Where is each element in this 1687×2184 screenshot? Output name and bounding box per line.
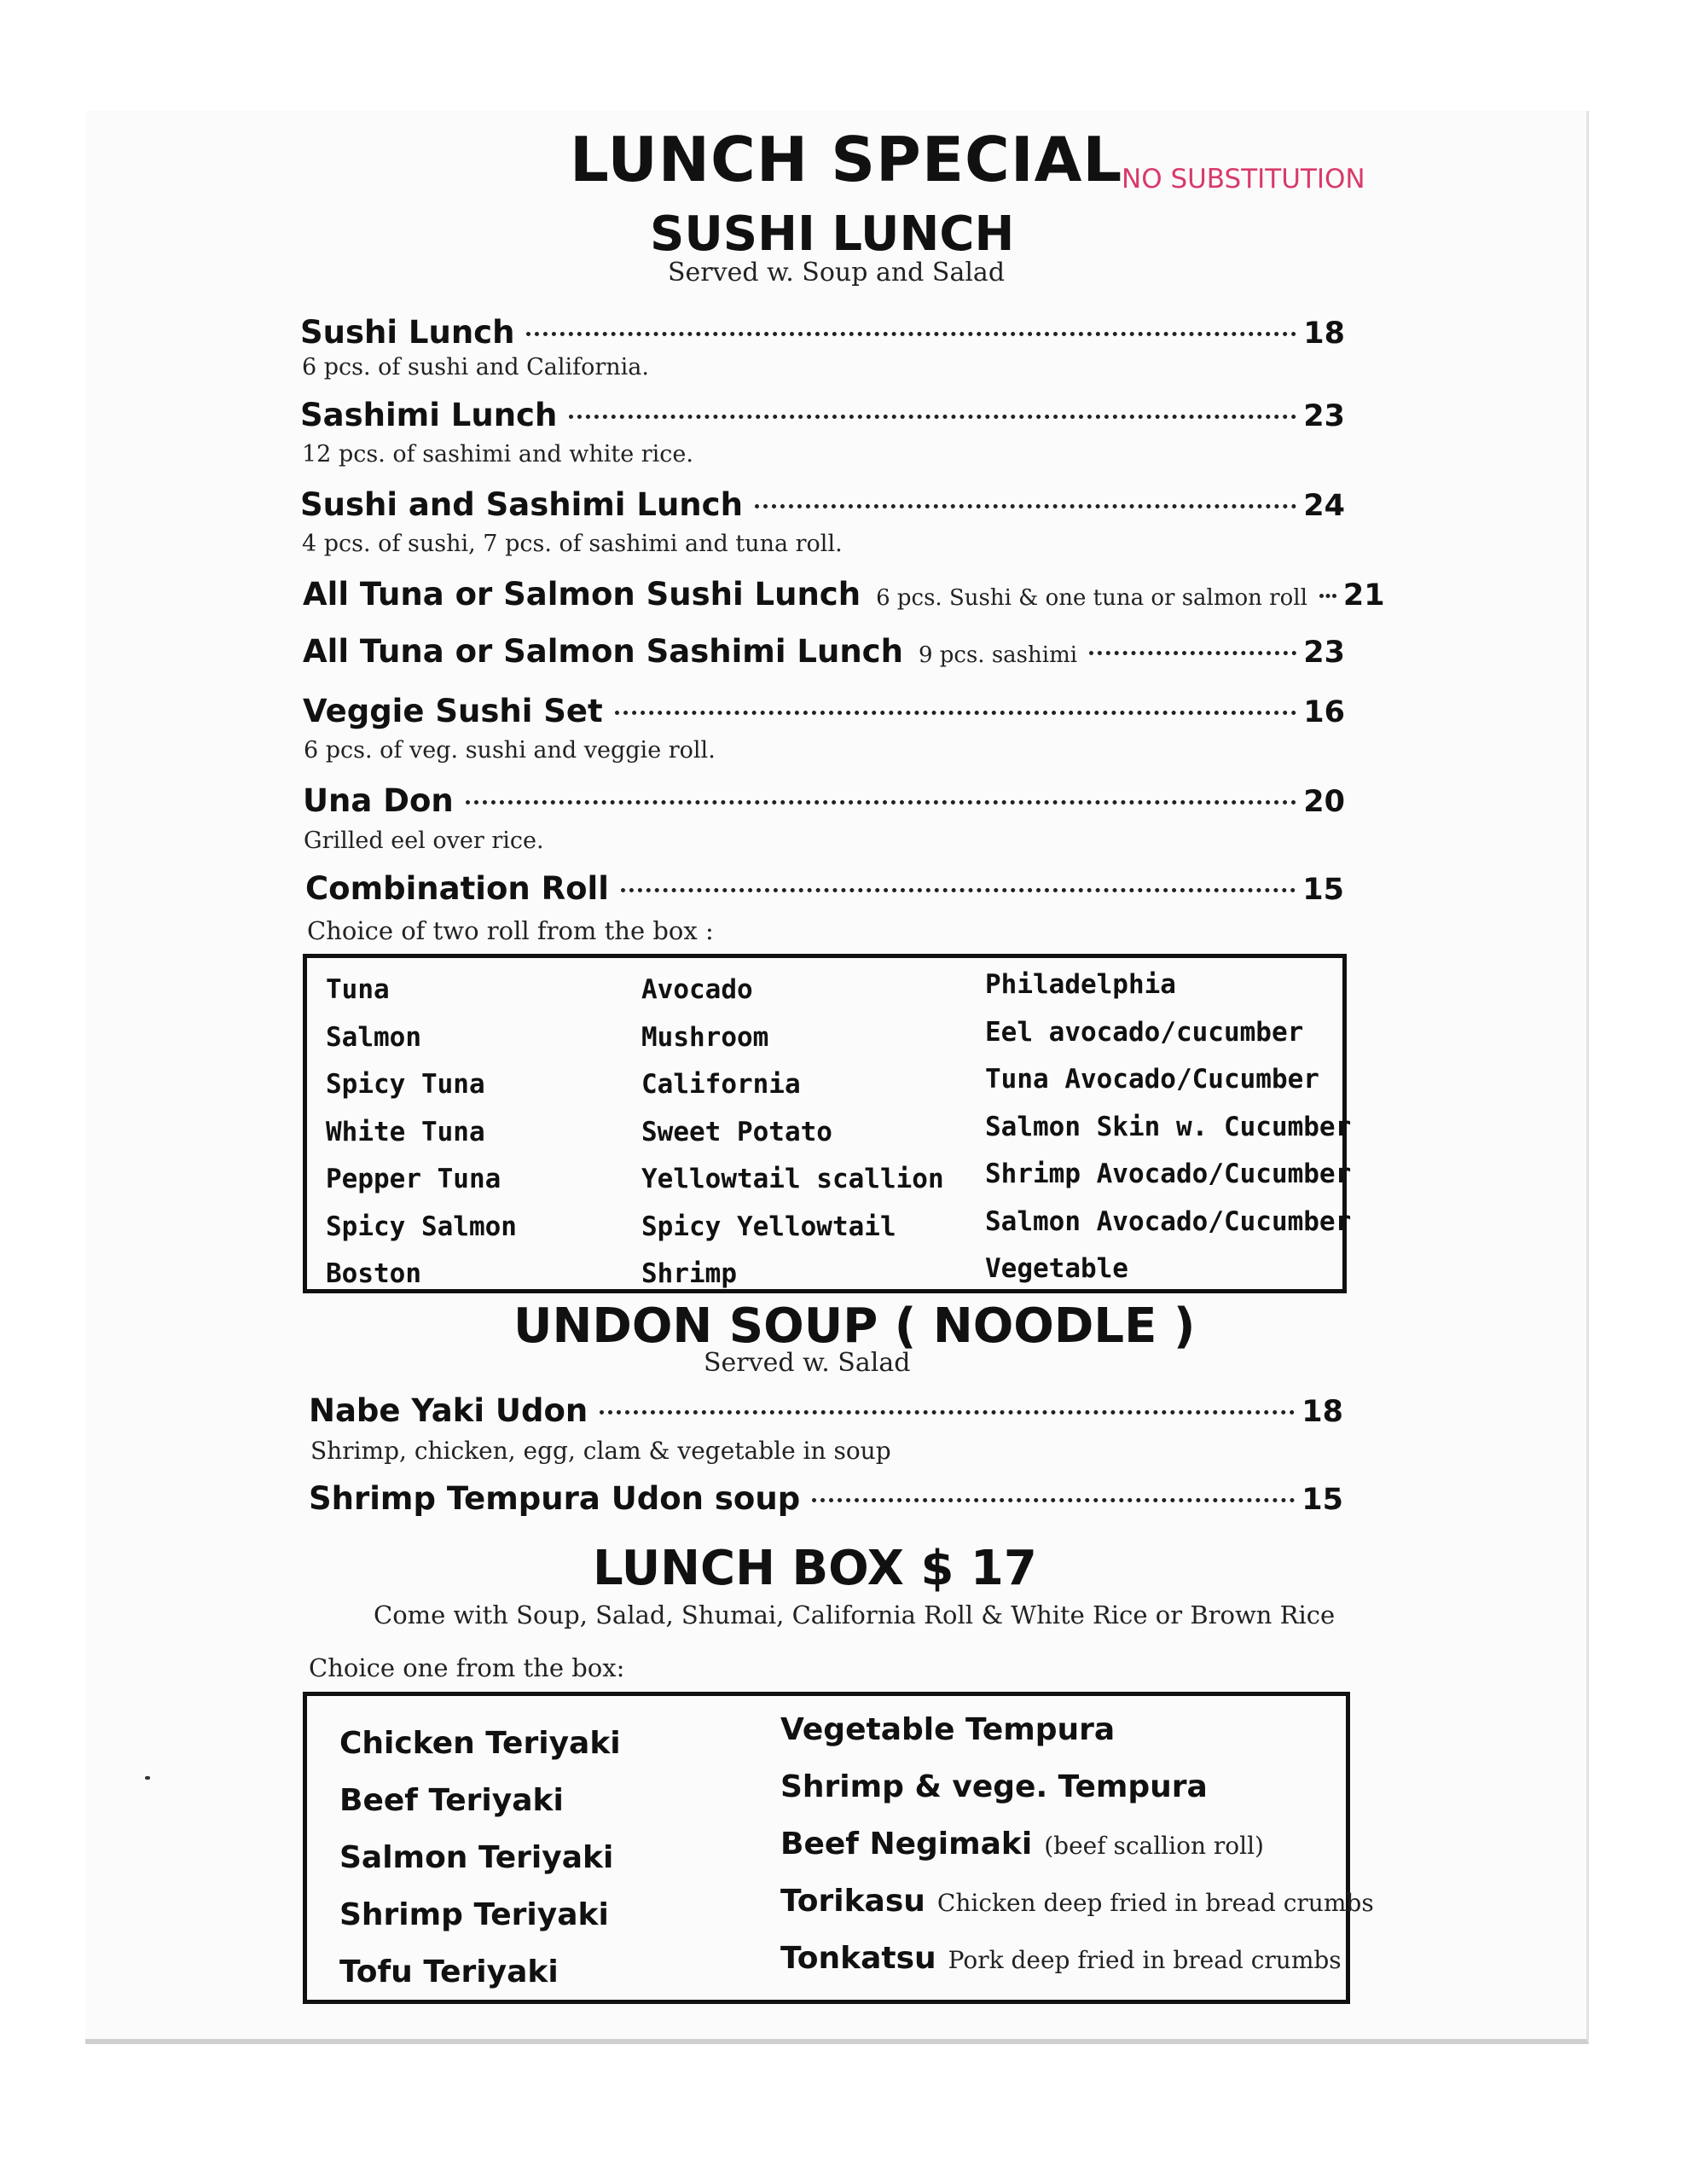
item-price: 18	[1303, 317, 1345, 351]
lunch-box-option: Vegetable Tempura	[780, 1712, 1116, 1747]
item-price: 23	[1303, 636, 1345, 670]
roll-column-2	[641, 967, 944, 1298]
lunch-box-option: Shrimp Teriyaki	[339, 1897, 609, 1932]
stray-mark	[145, 1776, 150, 1780]
roll-option: Boston	[326, 1258, 421, 1289]
lunch-box-column-2	[780, 1701, 1374, 1987]
lunch-box-title: LUNCH BOX $ 17	[593, 1541, 1037, 1596]
menu-item-una-don	[303, 782, 1345, 819]
roll-option: Shrimp	[641, 1258, 737, 1289]
lunch-box-option: Chicken Teriyaki	[339, 1726, 621, 1761]
roll-option: Spicy Salmon	[326, 1211, 517, 1242]
roll-choice-box	[303, 954, 1352, 1293]
dot-leader	[812, 1498, 1295, 1502]
item-price: 23	[1303, 399, 1345, 433]
dot-leader	[755, 504, 1296, 508]
roll-option: Sweet Potato	[641, 1116, 832, 1147]
roll-option: Avocado	[641, 974, 753, 1005]
roll-option: Shrimp Avocado/Cucumber	[985, 1159, 1352, 1189]
roll-option: Mushroom	[641, 1021, 769, 1053]
item-price: 15	[1302, 873, 1344, 907]
dot-leader	[569, 415, 1296, 419]
roll-column-3	[985, 961, 1351, 1293]
item-name: All Tuna or Salmon Sushi Lunch	[303, 576, 861, 613]
item-name: Sashimi Lunch	[300, 397, 558, 433]
roll-option: Salmon Skin w. Cucumber	[985, 1111, 1352, 1142]
lunch-box-option: Beef Negimaki (beef scallion roll)	[780, 1827, 1264, 1862]
item-inline-desc: 6 pcs. Sushi & one tuna or salmon roll	[876, 585, 1307, 611]
item-name: Combination Roll	[305, 870, 609, 907]
dot-leader	[621, 888, 1296, 892]
no-substitution-note: NO SUBSTITUTION	[1122, 164, 1365, 195]
menu-item-nabe-yaki-udon	[309, 1392, 1343, 1429]
roll-option: Tuna	[326, 974, 390, 1005]
menu-item-all-tuna-salmon-sushi	[303, 576, 1385, 613]
roll-option: Eel avocado/cucumber	[985, 1016, 1304, 1048]
dot-leader	[526, 332, 1296, 336]
roll-option: California	[641, 1069, 801, 1100]
sushi-lunch-title: SUSHI LUNCH	[650, 206, 1015, 262]
dot-leader	[600, 1410, 1295, 1414]
item-name: All Tuna or Salmon Sashimi Lunch	[303, 633, 903, 670]
roll-option: Spicy Yellowtail	[641, 1211, 896, 1242]
lunch-box-served: Come with Soup, Salad, Shumai, California Roll & White Rice or Brown Rice	[374, 1600, 1336, 1629]
udon-served: Served w. Salad	[704, 1348, 911, 1378]
lunch-box-option: Tofu Teriyaki	[339, 1955, 559, 1989]
item-inline-desc: 9 pcs. sashimi	[918, 642, 1078, 668]
menu-item-veggie-sushi-set	[303, 693, 1345, 729]
item-price: 15	[1301, 1483, 1343, 1517]
menu-item-combination-roll	[305, 870, 1344, 907]
lunch-box-option: Tonkatsu Pork deep fried in bread crumbs	[780, 1941, 1342, 1976]
udon-title: UNDON SOUP ( NOODLE )	[513, 1298, 1196, 1354]
item-desc: 12 pcs. of sashimi and white rice.	[302, 441, 693, 468]
item-name: Una Don	[303, 782, 454, 819]
item-name: Shrimp Tempura Udon soup	[309, 1480, 801, 1517]
menu-item-shrimp-tempura-udon	[309, 1480, 1343, 1517]
item-price: 24	[1303, 489, 1345, 523]
combination-choice-note: Choice of two roll from the box :	[307, 916, 714, 945]
roll-option: Pepper Tuna	[326, 1164, 501, 1194]
sushi-lunch-served: Served w. Soup and Salad	[668, 258, 1006, 288]
lunch-box-choice-box	[303, 1692, 1374, 2004]
item-desc: Grilled eel over rice.	[304, 828, 544, 854]
lunch-box-column-1	[339, 1715, 621, 2001]
roll-option: Yellowtail scallion	[641, 1164, 944, 1194]
dot-leader	[466, 800, 1297, 804]
dot-leader	[1089, 651, 1296, 655]
lunch-box-option: Shrimp & vege. Tempura	[780, 1769, 1208, 1804]
item-desc: 4 pcs. of sushi, 7 pcs. of sashimi and tuna roll.	[302, 531, 843, 557]
lunch-box-option: Salmon Teriyaki	[339, 1840, 614, 1875]
menu-item-all-tuna-salmon-sashimi	[303, 633, 1345, 670]
item-desc: Shrimp, chicken, egg, clam & vegetable in soup	[310, 1437, 891, 1465]
item-price: 20	[1303, 785, 1345, 819]
menu-item-sushi-sashimi-lunch	[300, 486, 1345, 523]
roll-option: Salmon Avocado/Cucumber	[985, 1205, 1352, 1237]
lunch-box-choice-note: Choice one from the box:	[309, 1653, 625, 1682]
item-name: Sushi Lunch	[300, 314, 515, 351]
roll-option: Philadelphia	[985, 969, 1176, 1000]
item-name: Sushi and Sashimi Lunch	[300, 486, 743, 523]
roll-option: Tuna Avocado/Cucumber	[985, 1064, 1319, 1095]
roll-option: Spicy Tuna	[326, 1069, 485, 1100]
item-price: 18	[1301, 1395, 1343, 1429]
page-title: LUNCH SPECIAL	[570, 124, 1123, 195]
lunch-box-option: Beef Teriyaki	[339, 1783, 564, 1818]
roll-option: Vegetable	[985, 1253, 1128, 1284]
roll-column-1	[326, 967, 517, 1298]
lunch-box-option: Torikasu Chicken deep fried in bread crumbs	[780, 1884, 1374, 1919]
item-name: Veggie Sushi Set	[303, 693, 603, 729]
item-name: Nabe Yaki Udon	[309, 1392, 588, 1429]
menu-item-sushi-lunch	[300, 314, 1345, 351]
menu-item-sashimi-lunch	[300, 397, 1345, 433]
item-desc: 6 pcs. of sushi and California.	[302, 354, 649, 380]
item-price: 21	[1342, 578, 1385, 613]
roll-option: White Tuna	[326, 1116, 485, 1147]
dot-leader	[615, 711, 1297, 715]
dot-leader	[1319, 594, 1336, 598]
roll-option: Salmon	[326, 1021, 421, 1053]
item-desc: 6 pcs. of veg. sushi and veggie roll.	[304, 737, 716, 764]
item-price: 16	[1303, 695, 1345, 729]
